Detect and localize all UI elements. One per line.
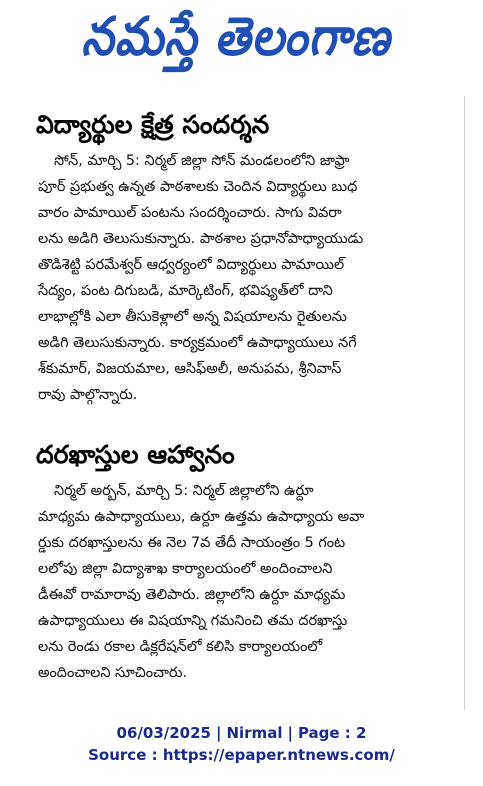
article-line: అడిగి తెలుసుకున్నారు. కార్యక్రమంలో ఉపాధ్యాయులు నగే [38,335,357,351]
article-line: రావు పాల్గొన్నారు. [38,387,138,403]
masthead-title: నమస్తే తెలంగాణ [81,5,391,68]
footer-page: Page : 2 [297,724,367,742]
newspaper-masthead [30,4,442,82]
footer-source: Source : https://epaper.ntnews.com/ [88,746,395,764]
footer-date: 06/03/2025 [116,724,211,742]
article-body-field-visit [38,148,454,408]
article-line: శ్‌కుమార్, విజయమాల, ఆసిఫ్‌అలీ, అనుపమ, శ్రీనివాస్ [38,361,342,377]
article-line: మాధ్యమ ఉపాధ్యాయులు, ఉర్దూ ఉత్తమ ఉపాధ్యాయ అవా [38,509,365,525]
article-line: సోన్, మార్చి 5: నిర్మల్ జిల్లా సోన్ మండలంలోని జాఫ్రా [54,153,350,169]
footer-separator: | [215,724,222,742]
footer-meta [0,724,483,742]
footer-edition: Nirmal [226,724,283,742]
article-line: లాభాల్లోకి ఎలా తీసుకెళ్లాలో అన్న విషయాలను రైతులను [38,309,347,325]
footer-separator: | [287,724,293,742]
article-line: లను అడిగి తెలుసుకున్నారు. పాఠశాల ప్రధానోపాధ్యాయుడు [38,231,364,247]
article-heading-applications: దరఖాస్తుల ఆహ్వానం [36,440,235,469]
article-heading-field-visit: విద్యార్థుల క్షేత్ర సందర్శన [36,110,270,139]
article-line: ర్డుకు దరఖాస్తులను ఈ నెల 7వ తేదీ సాయంత్రం 5 గంట [38,535,346,551]
article-line: ఉపాధ్యాయులు ఈ విషయాన్ని గమనించి తమ దరఖాస్తు [38,613,348,629]
article-body-applications [38,478,454,686]
article-line: డీఈవో రామారావు తెలిపారు. జిల్లాలోని ఉర్దూ మాధ్యమ [38,587,346,603]
article-line: తొడిశెట్టి పరమేశ్వర్ ఆధ్వర్యంలో విద్యార్థులు పామాయిల్ [38,257,345,273]
article-line: సేద్యం, పంట దిగుబడి, మార్కెటింగ్, భవిష్యత్‌లో దాని [38,283,333,299]
article-line: అందించాలని సూచించారు. [38,665,188,681]
article-line: వారం పామాయిల్ పంటను సందర్శించారు. సాగు వివరా [38,205,342,221]
article-line: లలోపు జిల్లా విద్యాశాఖ కార్యాలయంలో అందించాలని [38,561,333,577]
article-line: పూర్ ప్రభుత్వ ఉన్నత పాఠశాలకు చెందిన విద్యార్థులు బుధ [38,179,358,195]
article-line: నిర్మల్ అర్బన్, మార్చి 5: నిర్మల్ జిల్లాలోని ఉర్దూ [54,483,314,499]
article-line: లను రెండు రకాల డిక్లరేషన్‌లో కలిసి కార్యాలయంలో [38,639,323,655]
